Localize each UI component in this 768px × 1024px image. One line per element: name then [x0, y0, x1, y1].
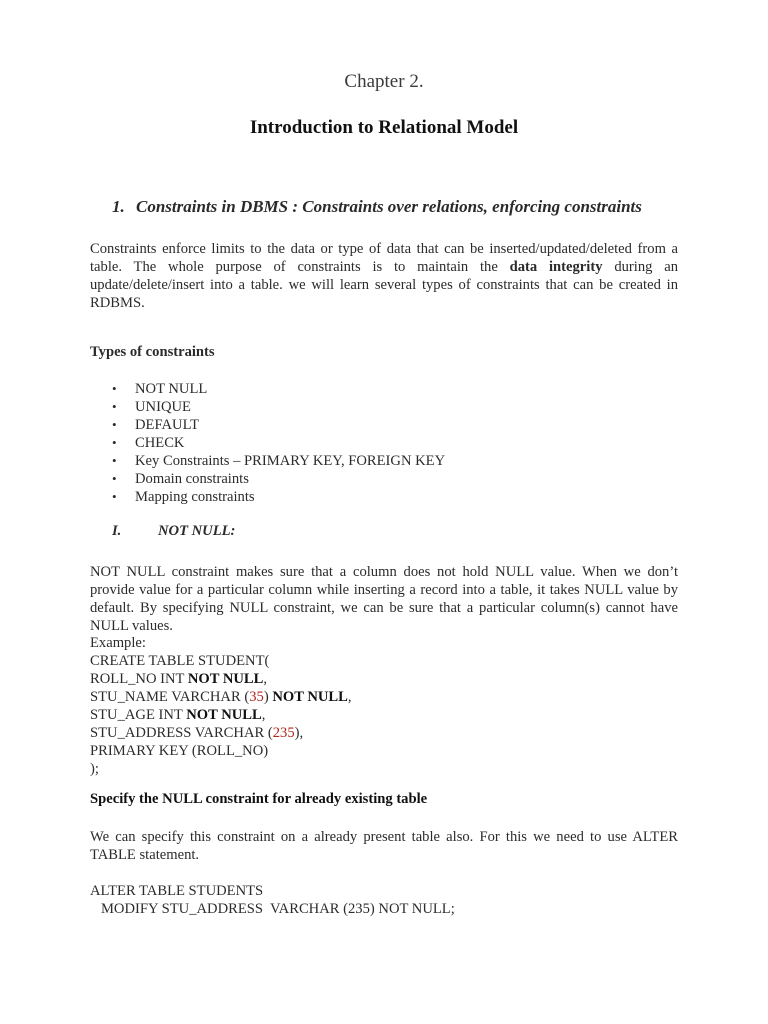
code-text: ,	[261, 707, 266, 723]
intro-paragraph	[90, 240, 678, 312]
list-item: • Mapping constraints	[112, 488, 445, 506]
code-line: ALTER TABLE STUDENTS	[90, 883, 264, 899]
code-keyword: NOT NULL	[186, 707, 262, 723]
list-item: • UNIQUE	[112, 398, 445, 416]
not-null-paragraph: NOT NULL constraint makes sure that a column does not hold NULL value. When we don’t provide value for a particular column while inserting a record into a table, it takes NULL value by default. By specifying NULL constraint, we can be sure that a particular column(s) cannot have NULL values.	[90, 564, 678, 634]
intro-text-start: Constraints enforce limits to the data or type of data that can be inserted/updated/deleted from a table. The whole purpose of constraints is to maintain the	[90, 241, 678, 275]
code-text: )	[263, 689, 273, 705]
code-line	[90, 688, 352, 706]
list-item: • Key Constraints – PRIMARY KEY, FOREIGN KEY	[112, 452, 445, 470]
example-label: Example:	[90, 635, 146, 651]
code-text: STU_NAME VARCHAR (	[90, 689, 250, 705]
section-number: 1.	[112, 197, 125, 216]
code-text: ),	[294, 725, 304, 741]
code-text: STU_AGE INT	[90, 707, 187, 723]
code-line	[90, 706, 352, 724]
specify-heading: Specify the NULL constraint for already existing table	[90, 791, 428, 807]
chapter-label: Chapter 2.	[344, 71, 424, 92]
code-text: ,	[263, 671, 268, 687]
code-line: CREATE TABLE STUDENT(	[90, 653, 270, 669]
alter-paragraph: We can specify this constraint on a already present table also. For this we need to use ALTER TABLE statement.	[90, 829, 678, 863]
subsection-heading-text: NOT NULL:	[158, 523, 236, 539]
code-text: ROLL_NO INT	[90, 671, 188, 687]
page-title: Introduction to Relational Model	[249, 117, 519, 138]
list-item: • NOT NULL	[112, 380, 445, 398]
code-line: MODIFY STU_ADDRESS VARCHAR (235) NOT NULL;	[90, 901, 455, 917]
section-heading	[112, 197, 642, 217]
code-number: 235	[272, 725, 295, 741]
intro-bold-term: data integrity	[509, 259, 603, 275]
code-keyword: NOT NULL	[187, 671, 264, 687]
intro-text-end: during an update/delete/insert into a table. we will learn several types of constraints that can be created in RDBMS.	[90, 259, 678, 311]
list-item: • DEFAULT	[112, 416, 445, 434]
section-heading-text: Constraints in DBMS : Constraints over relations, enforcing constraints	[136, 197, 642, 216]
list-item: • Domain constraints	[112, 470, 445, 488]
code-line	[90, 724, 352, 742]
code-text: ,	[347, 689, 352, 705]
code-keyword: NOT NULL	[272, 689, 348, 705]
list-item: • CHECK	[112, 434, 445, 452]
types-heading: Types of constraints	[90, 344, 215, 360]
code-number: 35	[249, 689, 264, 705]
code-line: PRIMARY KEY (ROLL_NO)	[90, 743, 269, 759]
subsection-number: I.	[112, 523, 122, 539]
constraint-types-list	[112, 380, 445, 506]
example-code-block	[90, 634, 352, 778]
subsection-heading	[112, 523, 235, 540]
code-line	[90, 670, 352, 688]
alter-code-block	[90, 882, 455, 918]
code-text: STU_ADDRESS VARCHAR (	[90, 725, 273, 741]
code-line: );	[90, 761, 99, 777]
